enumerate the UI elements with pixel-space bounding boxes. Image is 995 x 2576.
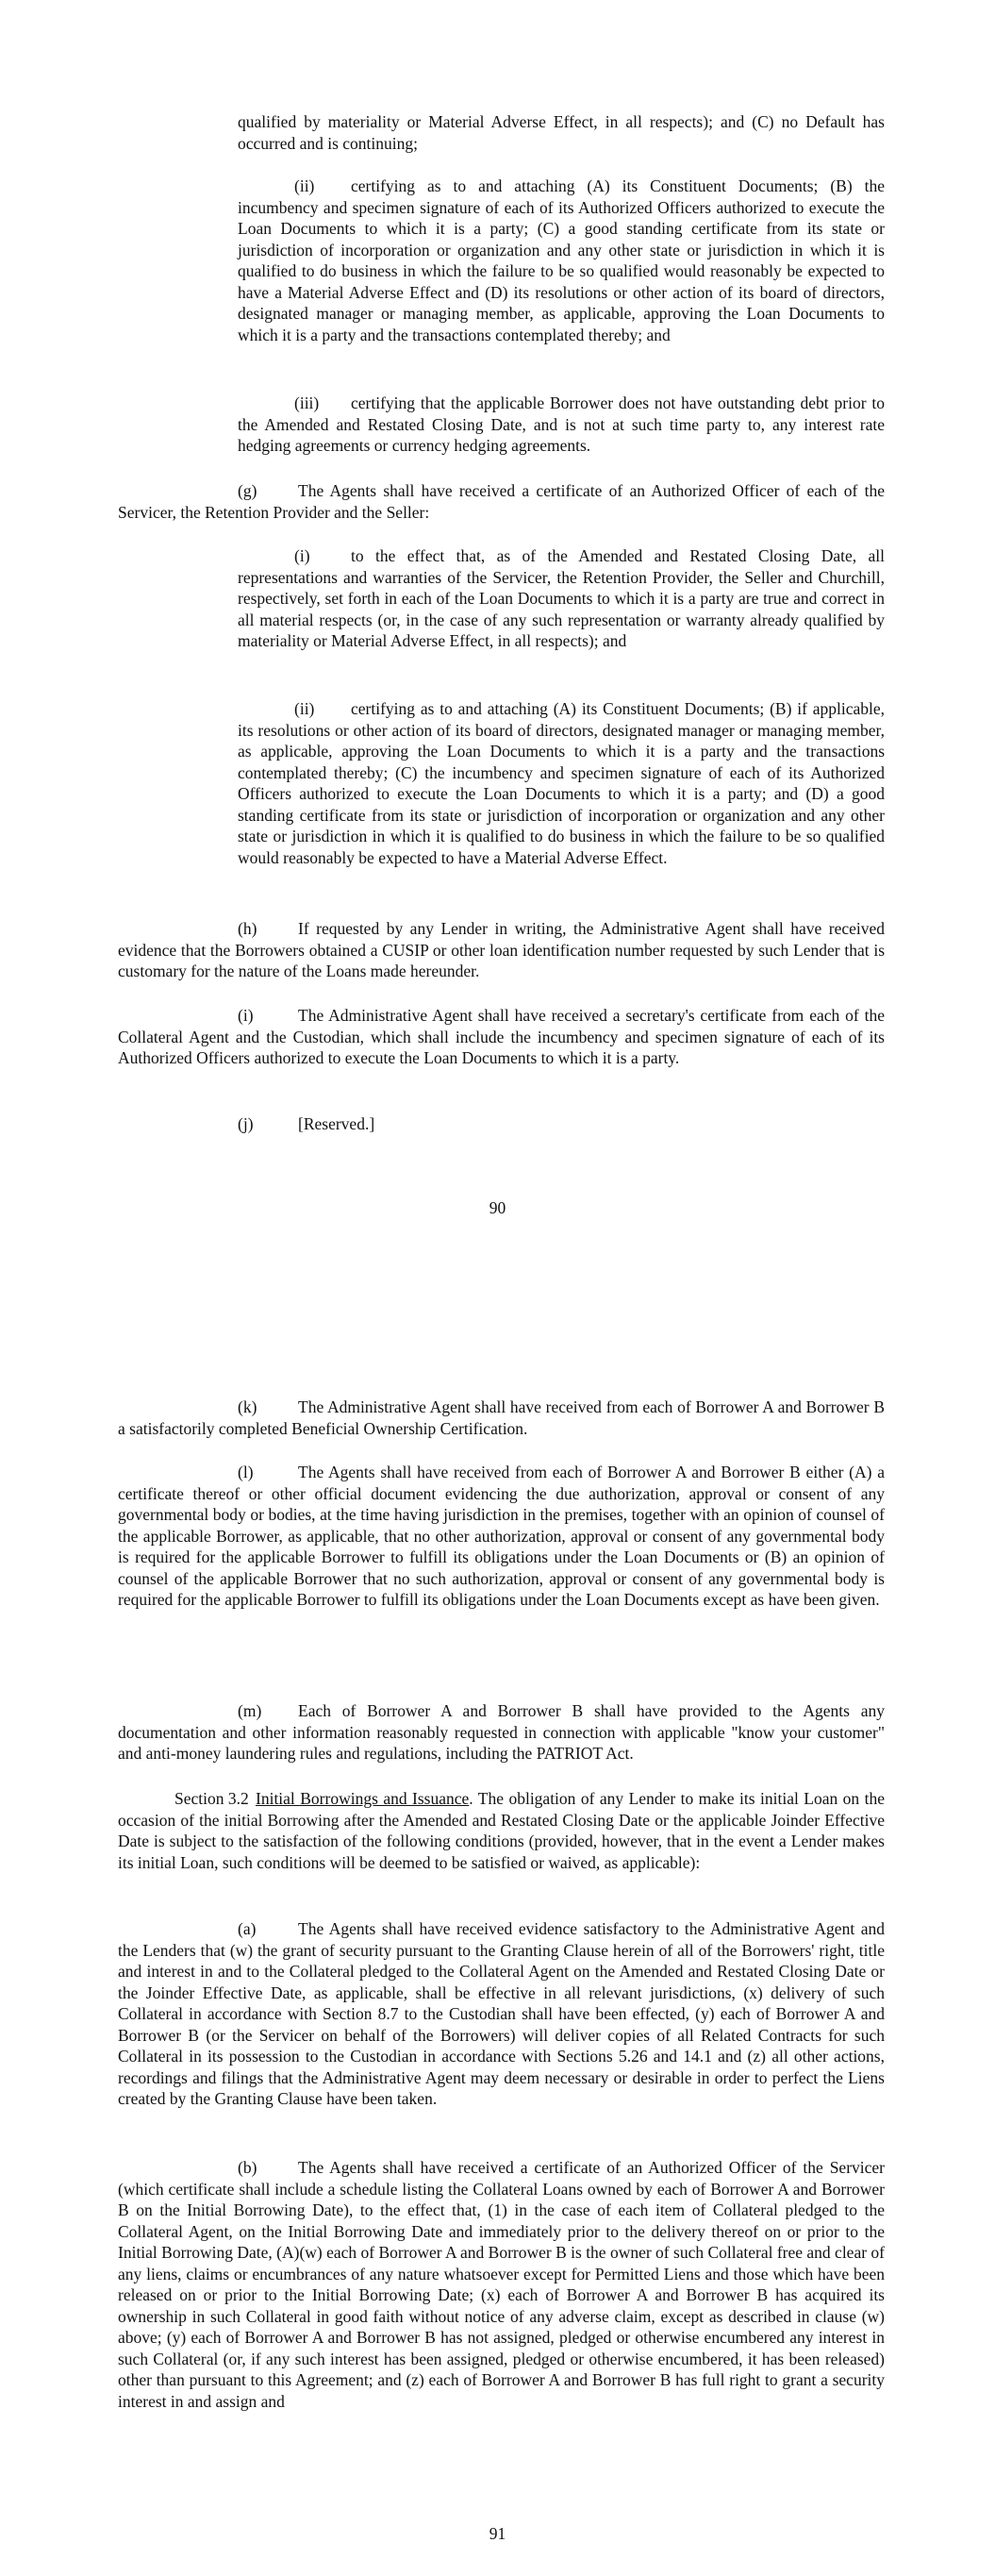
clause-text: The Agents shall have received a certificate of an Authorized Officer of each of the Servicer, the Retention Provider and the Seller: xyxy=(118,481,885,522)
page-number: 90 xyxy=(489,1198,506,1217)
clause-text: certifying as to and attaching (A) its Constituent Documents; (B) if applicable, its resolutions or other action of its board of directors, designated manager or managing member, as applicable, approving the Loan Documents to which it is a party and the transactions contemplated thereby; (C) the incumbency and specimen signature of each of its Authorized Officers authorized to execute the Loan Documents to which it is a party; and (D) a good standing certificate from its state or jurisdiction of incorporation or organization and any other state or jurisdiction in which it is qualified to do business in which the failure to be so qualified would reasonably be expected to have a Material Adverse Effect. xyxy=(238,699,885,867)
clause-label: (k) xyxy=(238,1397,257,1416)
clause-l xyxy=(118,1462,885,1611)
clause-f-iii xyxy=(238,393,885,457)
clause-a xyxy=(118,1918,885,2110)
clause-text: The Agents shall have received from each of Borrower A and Borrower B either (A) a certificate thereof or other official document evidencing the due authorization, approval or consent of any governmental body or bodies, at the time having jurisdiction in the premises, together with an opinion of counsel of the applicable Borrower, as applicable, that no other authorization, approval or consent of any governmental body is required for the applicable Borrower to fulfill its obligations under the Loan Documents or (B) an opinion of counsel of the applicable Borrower that no such authorization, approval or consent of any governmental body is required for the applicable Borrower to fulfill its obligations under the Loan Documents except as have been given. xyxy=(118,1463,885,1609)
clause-text: to the effect that, as of the Amended and Restated Closing Date, all representations and warranties of the Servicer, the Retention Provider, the Seller and Churchill, respectively, set forth in each of the Loan Documents to which it is a party are true and correct in all material respects (or, in the case of any such representation or warranty already qualified by materiality or Material Adverse Effect, in all respects); and xyxy=(238,546,885,650)
clause-text: The Administrative Agent shall have received a secretary's certificate from each of the Collateral Agent and the Custodian, which shall include the incumbency and specimen signature of each of its Authorized Officers authorized to execute the Loan Documents to which it is a party. xyxy=(118,1006,885,1067)
paragraph-continuation: qualified by materiality or Material Adverse Effect, in all respects); and (C) no Default has occurred and is continuing; xyxy=(238,112,885,153)
clause-text: The Administrative Agent shall have received from each of Borrower A and Borrower B a satisfactorily completed Beneficial Ownership Certification. xyxy=(118,1397,885,1438)
clause-label: (h) xyxy=(238,919,257,938)
clause-label: (ii) xyxy=(294,176,315,195)
page-number: 91 xyxy=(489,2524,506,2543)
clause-label: (g) xyxy=(238,481,257,500)
clause-label: (a) xyxy=(238,1919,257,1938)
clause-text: certifying as to and attaching (A) its Constituent Documents; (B) the incumbency and specimen signature of each of its Authorized Officers authorized to execute the Loan Documents to which it is a party; (C) a good standing certificate from its state or jurisdiction of incorporation or organization and any other state or jurisdiction in which it is qualified to do business in which the failure to be so qualified would reasonably be expected to have a Material Adverse Effect and (D) its resolutions or other action of its board of directors, designated manager or managing member, as applicable, approving the Loan Documents to which it is a party and the transactions contemplated thereby; and xyxy=(238,176,885,344)
clause-label: (i) xyxy=(238,1006,254,1025)
clause-h xyxy=(118,918,885,982)
clause-text: The Agents shall have received evidence satisfactory to the Administrative Agent and the Lenders that (w) the grant of security pursuant to the Granting Clause herein of all of the Borrowers' right, title and interest in and to the Collateral pledged to the Collateral Agent on the Amended and Restated Closing Date or the Joinder Effective Date, as applicable, shall be effective in all relevant jurisdictions, (x) delivery of such Collateral in accordance with Section 8.7 to the Custodian shall have been effected, (y) each of Borrower A and Borrower B (or the Servicer on behalf of the Borrowers) will deliver copies of all Related Contracts for such Collateral in its possession to the Custodian in accordance with Sections 5.26 and 14.1 and (z) all other actions, recordings and filings that the Administrative Agent may deem necessary or desirable in order to perfect the Liens created by the Granting Clause have been taken. xyxy=(118,1919,885,2108)
clause-text: certifying that the applicable Borrower does not have outstanding debt prior to the Amended and Restated Closing Date, and is not at such time party to, any interest rate hedging agreements or currency hedging agreements. xyxy=(238,393,885,455)
clause-b xyxy=(118,2157,885,2412)
clause-label: (iii) xyxy=(294,393,320,412)
clause-text: If requested by any Lender in writing, the Administrative Agent shall have received evidence that the Borrowers obtained a CUSIP or other loan identification number requested by such Lender that is customary for the nature of the Loans made hereunder. xyxy=(118,919,885,980)
clause-text: The Agents shall have received a certificate of an Authorized Officer of the Servicer (which certificate shall include a schedule listing the Collateral Loans owned by each of Borrower A and Borrower B on the Initial Borrowing Date), to the effect that, (1) in the case of each item of Collateral pledged to the Collateral Agent, on the Initial Borrowing Date and immediately prior to the delivery thereof on or prior to the Initial Borrowing Date, (A)(w) each of Borrower A and Borrower B is the owner of such Collateral free and clear of any liens, claims or encumbrances of any nature whatsoever except for Permitted Liens and those which have been released on or prior to the Initial Borrowing Date; (x) each of Borrower A and Borrower B has acquired its ownership in such Collateral in good faith without notice of any adverse claim, except as described in clause (w) above; (y) each of Borrower A and Borrower B has not assigned, pledged or otherwise encumbered any interest in such Collateral (or, if any such interest has been assigned, pledged or otherwise encumbered, it has been released) other than pursuant to this Agreement; and (z) each of Borrower A and Borrower B has full right to grant a security interest in and assign and xyxy=(118,2158,885,2411)
clause-g-i xyxy=(238,545,885,652)
section-text: . The obligation of any Lender to make its initial Loan on the occasion of the initial Borrowing after the Amended and Restated Closing Date or the applicable Joinder Effective Date is subject to the satisfaction of the following conditions (provided, however, that in the event a Lender makes its initial Loan, such conditions will be deemed to be satisfied or waived, as applicable): xyxy=(118,1789,885,1872)
clause-text: [Reserved.] xyxy=(298,1114,375,1133)
clause-label: (i) xyxy=(294,546,310,565)
clause-label: (l) xyxy=(238,1463,254,1481)
clause-i xyxy=(118,1005,885,1069)
clause-k xyxy=(118,1397,885,1439)
clause-text: Each of Borrower A and Borrower B shall have provided to the Agents any documentation and other information reasonably requested in connection with applicable "know your customer" and anti-money laundering rules and regulations, including the PATRIOT Act. xyxy=(118,1701,885,1763)
clause-j xyxy=(118,1113,885,1135)
section-title: Initial Borrowings and Issuance xyxy=(256,1789,470,1808)
clause-g xyxy=(118,480,885,523)
section-3-2 xyxy=(118,1788,885,1873)
clause-label: (m) xyxy=(238,1701,262,1720)
clause-label: (j) xyxy=(238,1114,254,1133)
clause-g-ii xyxy=(238,698,885,868)
clause-f-ii xyxy=(238,176,885,345)
clause-label: (b) xyxy=(238,2158,257,2177)
clause-m xyxy=(118,1700,885,1765)
section-number: Section 3.2 xyxy=(174,1789,249,1808)
clause-label: (ii) xyxy=(294,699,315,718)
